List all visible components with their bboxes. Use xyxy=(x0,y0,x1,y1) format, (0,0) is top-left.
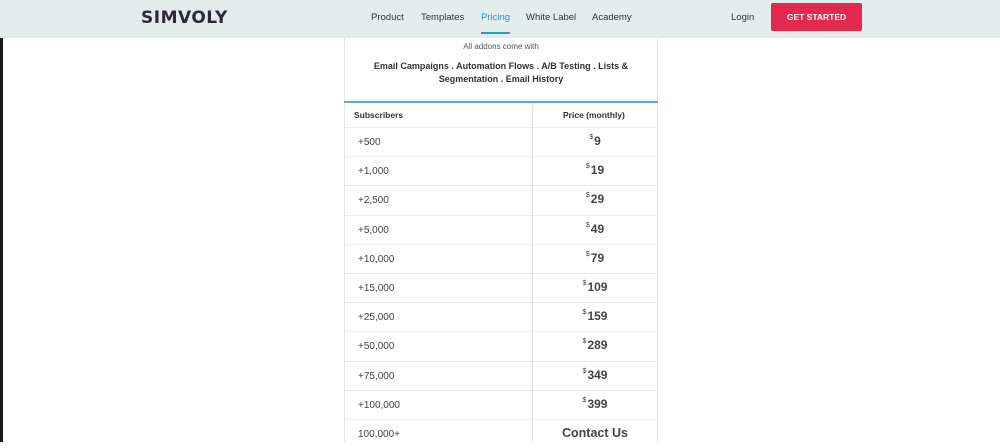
nav-templates[interactable]: Templates xyxy=(421,12,465,23)
table-row xyxy=(345,273,657,302)
price-cell xyxy=(533,222,657,236)
table-row xyxy=(345,185,657,214)
price-amount: 49 xyxy=(590,221,605,236)
table-row xyxy=(345,215,657,244)
subscribers-cell: +5,000 xyxy=(358,224,389,236)
table-row xyxy=(345,331,657,360)
price-cell xyxy=(533,134,657,148)
price-cell xyxy=(533,397,657,411)
price-amount: 19 xyxy=(590,163,605,178)
currency-symbol: $ xyxy=(585,221,590,229)
get-started-button[interactable]: GET STARTED xyxy=(771,3,862,31)
table-row xyxy=(345,302,657,331)
active-nav-indicator xyxy=(481,32,510,34)
subscribers-cell: +1,000 xyxy=(358,166,389,178)
subscribers-cell: +15,000 xyxy=(358,282,395,294)
subscribers-cell: +10,000 xyxy=(358,253,395,265)
currency-symbol: $ xyxy=(582,279,587,287)
currency-symbol: $ xyxy=(585,250,590,258)
table-row xyxy=(345,244,657,273)
price-amount: 159 xyxy=(587,309,608,324)
currency-symbol: $ xyxy=(585,163,590,171)
addons-list: Email Campaigns . Automation Flows . A/B Testing . Lists & Segmentation . Email History xyxy=(373,61,629,84)
table-row xyxy=(345,419,657,448)
price-cell xyxy=(533,426,657,440)
simvoly-logo[interactable]: SIMVOLY xyxy=(141,8,228,28)
price-amount: 349 xyxy=(587,367,608,382)
price-cell xyxy=(533,309,657,323)
subscribers-cell: +500 xyxy=(358,137,381,148)
nav-product[interactable]: Product xyxy=(371,12,404,23)
price-amount: 29 xyxy=(590,192,605,207)
nav-pricing[interactable]: Pricing xyxy=(481,12,511,23)
price-cell xyxy=(533,338,657,352)
price-amount: 289 xyxy=(587,338,608,353)
price-amount: 9 xyxy=(594,134,601,148)
price-cell xyxy=(533,251,657,265)
page-edge-divider xyxy=(0,38,3,442)
subscribers-header: Subscribers xyxy=(354,110,404,120)
table-row xyxy=(345,127,657,156)
nav-white-label[interactable]: White Label xyxy=(526,12,577,23)
email-pricing-panel xyxy=(344,38,658,442)
login-link[interactable]: Login xyxy=(731,12,755,23)
subscribers-cell: +25,000 xyxy=(358,312,395,324)
addons-note: All addons come with xyxy=(463,42,539,51)
site-header xyxy=(0,0,1000,38)
subscribers-cell: +50,000 xyxy=(358,341,395,353)
price-cell xyxy=(533,163,657,177)
table-row xyxy=(345,361,657,390)
table-row xyxy=(345,156,657,185)
price-header: Price (monthly) xyxy=(563,110,625,120)
pricing-table-body xyxy=(345,127,657,448)
price-amount: 399 xyxy=(587,396,608,411)
price-amount: 79 xyxy=(590,250,605,265)
currency-symbol: $ xyxy=(582,367,587,375)
nav-academy[interactable]: Academy xyxy=(592,12,632,23)
subscribers-cell: +100,000 xyxy=(358,399,400,411)
price-amount: 109 xyxy=(587,279,608,294)
subscribers-cell: +75,000 xyxy=(358,370,395,382)
subscribers-cell: +2,500 xyxy=(358,195,389,207)
price-cell xyxy=(533,280,657,294)
subscribers-cell: 100,000+ xyxy=(358,428,400,440)
currency-symbol: $ xyxy=(582,338,587,346)
table-top-border xyxy=(344,101,658,103)
currency-symbol: $ xyxy=(582,396,587,404)
contact-us-link[interactable]: Contact Us xyxy=(562,425,628,440)
currency-symbol: $ xyxy=(582,309,587,317)
currency-symbol: $ xyxy=(585,192,590,200)
price-cell xyxy=(533,368,657,382)
price-cell xyxy=(533,192,657,206)
currency-symbol: $ xyxy=(589,134,594,141)
table-row xyxy=(345,390,657,419)
